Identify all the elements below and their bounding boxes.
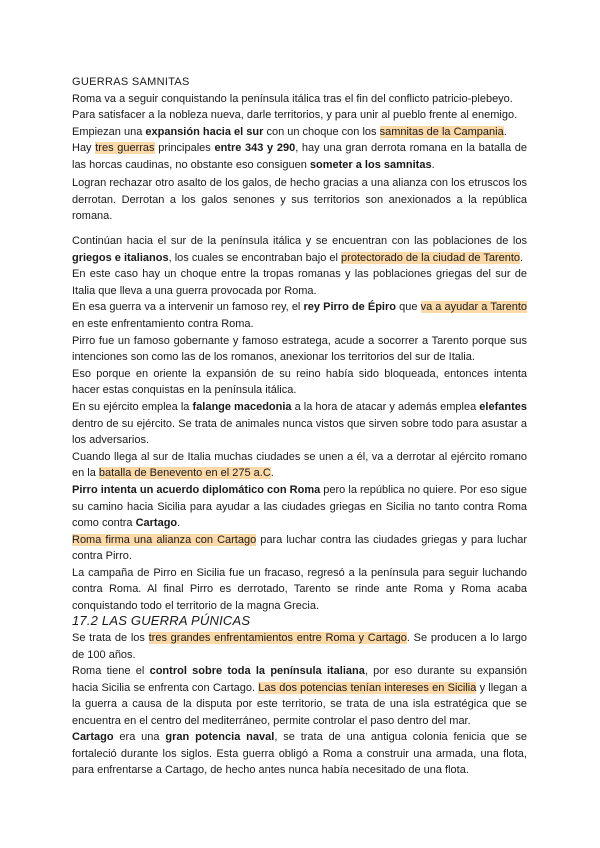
text-run: .	[503, 125, 507, 138]
text-run: a la hora de atacar y además emplea	[291, 400, 480, 413]
highlighted-text: tres guerras	[95, 142, 155, 155]
text-run: . Se producen a lo largo de 100 años.	[72, 632, 527, 661]
text-run: Para satisfacer a la nobleza nueva, darle territorios, y para unir al pueblo frente al enemigo.	[72, 109, 518, 122]
text-run: .	[177, 517, 181, 530]
paragraph: Logran rechazar otro asalto de los galos, de hecho gracias a una alianza con los etruscos los derrotan. Derrotan a los galos senones y sus territorios son anexionados a la república romana.	[72, 177, 527, 223]
bold-text: control sobre toda la península italiana	[149, 665, 365, 678]
paragraph	[72, 663, 527, 729]
paragraph: La campaña de Pirro en Sicilia fue un fracaso, regresó a la península para seguir luchando contra Roma. Al final Pirro es derrotado, Tarento se rinde ante Roma y Roma acaba conquistando todo el territorio de la magna Grecia.	[72, 566, 527, 613]
text-run: dentro de su ejército. Se trata de animales nunca vistos que sirven sobre todo para asustar a los adversarios.	[72, 417, 527, 447]
text-run: era una	[113, 731, 166, 743]
text-run: Se trata de los	[72, 632, 149, 644]
text-run: , los cuales se encontraban bajo el	[168, 251, 342, 264]
text-run: .	[520, 251, 524, 264]
section-title: 17.2 LAS GUERRA PÚNICAS	[72, 613, 251, 628]
bold-text: rey Pirro de Épiro	[303, 301, 396, 314]
paragraph-cartago	[72, 729, 527, 779]
text-run: Roma tiene el	[72, 665, 150, 678]
highlighted-text: va a ayudar a Tarento	[420, 301, 528, 314]
text-run: con un choque con los	[263, 125, 380, 138]
paragraph	[72, 630, 527, 663]
bold-text: entre 343 y 290	[214, 142, 296, 155]
text-run: principales	[154, 142, 215, 155]
bold-text: Cartago	[72, 731, 114, 743]
text-run: .	[270, 467, 274, 480]
paragraph	[72, 299, 527, 332]
paragraph	[72, 399, 527, 449]
bold-text: someter a los samnitas	[309, 158, 432, 171]
paragraph: Eso porque en oriente la expansión de su reino había sido bloqueada, entonces intenta hacer estas conquistas en la península itálica.	[72, 367, 527, 397]
text-run: para luchar contra las ciudades griegas y para luchar contra Pirro.	[72, 533, 527, 563]
section-title: GUERRAS SAMNITAS	[72, 76, 190, 88]
bold-text: falange macedonia	[192, 400, 292, 413]
text-run: y llegan a la guerra a causa de la disputa por este territorio, se trata de una isla estratégica que se encuentra en el centro del mediterráneo, permite controlar el paso dentro del mar.	[72, 681, 527, 727]
text-run: en este enfrentamiento contra Roma.	[72, 317, 254, 330]
text-run: Empiezan una	[72, 125, 146, 138]
paragraph-galos	[72, 175, 527, 225]
bold-text: Pirro intenta un acuerdo diplomático con Roma	[72, 483, 321, 496]
paragraph	[72, 449, 527, 482]
paragraph	[72, 729, 527, 779]
highlighted-text: protectorado de la ciudad de Tarento	[341, 251, 521, 264]
paragraph	[72, 233, 527, 266]
text-run: Continúan hacia el sur de la península itálica y se encuentran con las poblaciones de los	[72, 235, 527, 247]
section-guerras-punicas	[72, 612, 527, 730]
section-pirro	[72, 233, 527, 615]
paragraph	[72, 140, 527, 173]
highlighted-text: samnitas de la Campania	[379, 125, 504, 138]
text-run: Hay	[72, 142, 96, 155]
highlighted-text: Las dos potencias tenían intereses en Sicilia	[258, 681, 477, 694]
text-run: pero la república no quiere. Por eso sigue su camino hacia Sicilia para ayudar a las ciudades griegas en Sicilia no tanto contra Roma como contra	[72, 483, 528, 530]
highlighted-text: Roma firma una alianza con Cartago	[72, 533, 257, 546]
text-run: , hay una gran derrota romana en la batalla de las horcas caudinas, no obstante eso consiguen	[72, 142, 527, 171]
paragraph	[72, 532, 527, 565]
highlighted-text: tres grandes enfrentamientos entre Roma y Cartago	[148, 632, 407, 644]
text-run: En su ejército emplea la	[72, 400, 193, 413]
text-run: que	[395, 301, 421, 314]
paragraph	[72, 482, 527, 532]
bold-text: griegos e italianos	[72, 251, 169, 264]
text-run: .	[431, 158, 435, 171]
text-run: , se trata de una antigua colonia fenicia que se fortaleció durante los siglos. Esta guerra obligó a Roma a construir una armada, una flota, para enfrentarse a Cartago, de hecho antes nunca había necesitado de una flota.	[72, 731, 528, 777]
bold-text: expansión hacia el sur	[145, 125, 264, 138]
text-run: En esa guerra va a intervenir un famoso rey, el	[72, 301, 304, 314]
text-run: Roma va a seguir conquistando la península itálica tras el fin del conflicto patricio-plebeyo.	[72, 92, 513, 105]
paragraph	[72, 107, 527, 124]
paragraph	[72, 91, 527, 108]
text-run: , por eso durante su expansión hacia Sicilia se enfrenta con Cartago.	[72, 665, 527, 694]
paragraph	[72, 124, 527, 141]
highlighted-text: batalla de Benevento en el 275 a.C	[98, 467, 271, 480]
bold-text: gran potencia naval	[165, 731, 275, 743]
bold-text: Cartago	[135, 517, 178, 530]
section-guerras-samnitas	[72, 74, 527, 174]
bold-text: elefantes	[479, 400, 527, 413]
paragraph: En este caso hay un choque entre la tropas romanas y las poblaciones griegas del sur de Italia que lleva a una guerra provocada por Roma.	[72, 268, 527, 297]
text-run: Cuando llega al sur de Italia muchas ciudades se unen a él, va a derrotar al ejército romano en la	[72, 450, 527, 480]
paragraph: Pirro fue un famoso gobernante y famoso estratega, acude a socorrer a Tarento porque sus intenciones son como las de los romanos, anexionar los territorios del sur de Italia.	[72, 334, 527, 364]
